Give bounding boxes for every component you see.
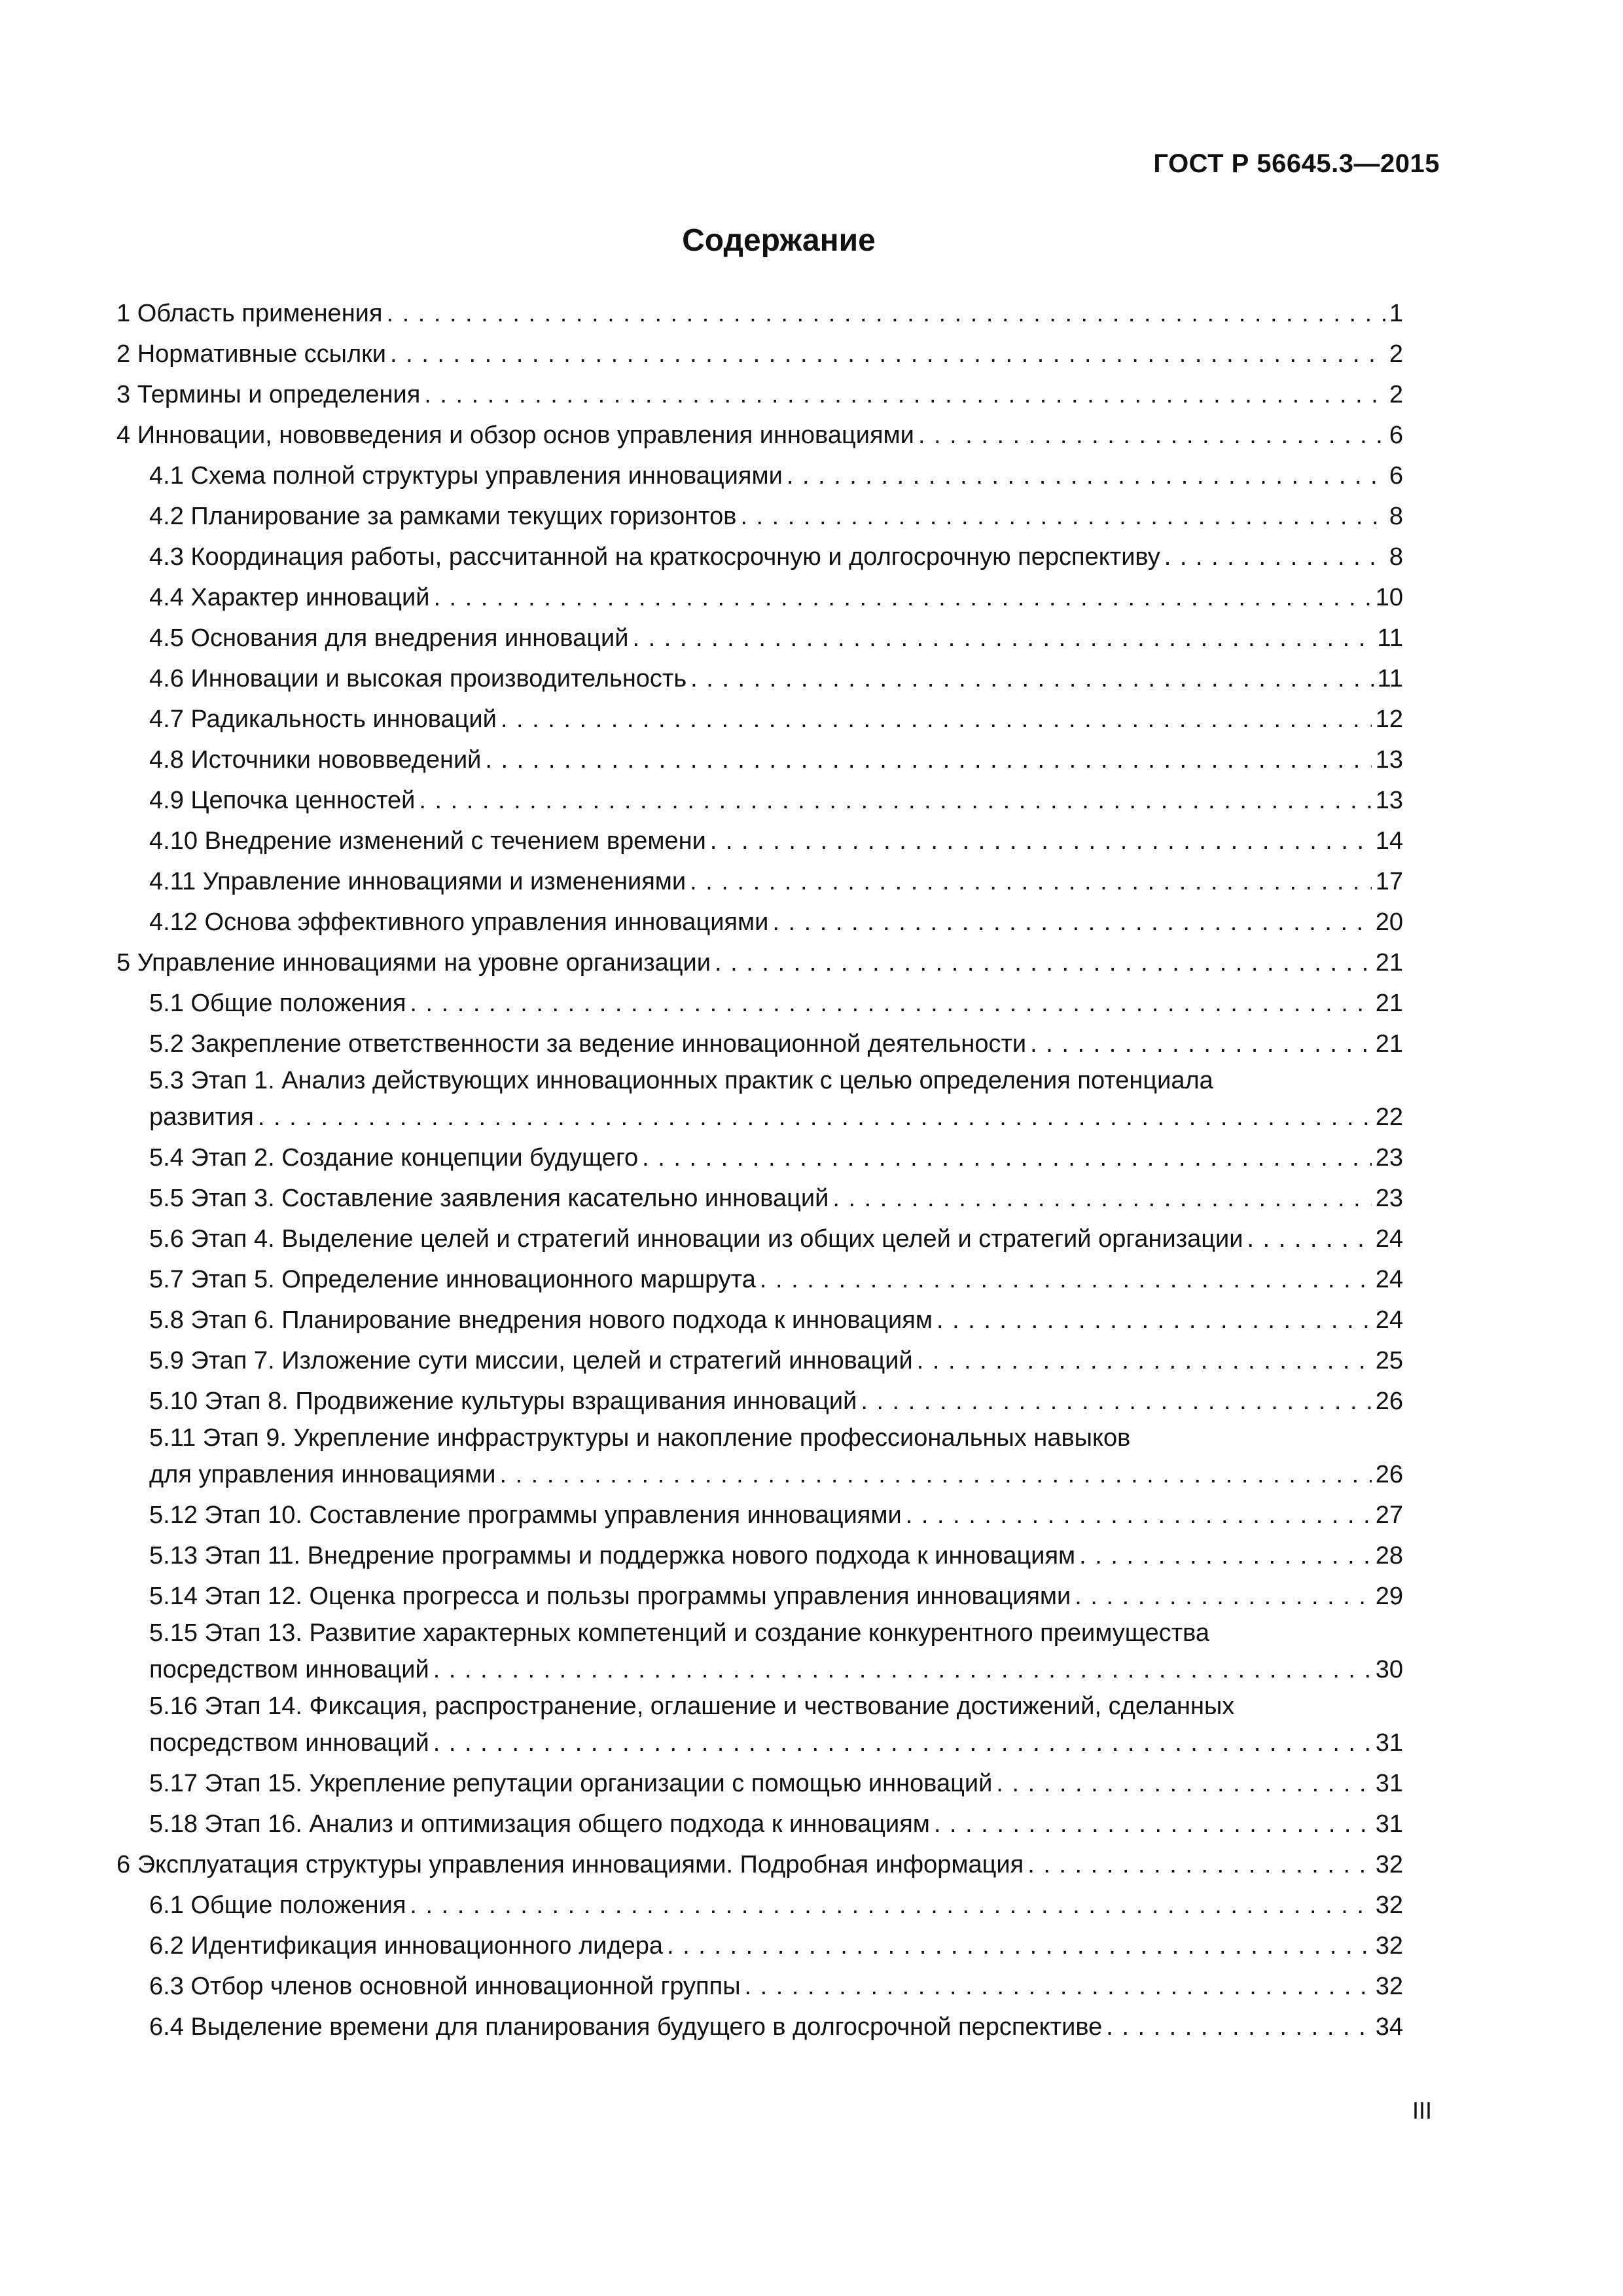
toc-entry-text: 5.12 Этап 10. Составление программы управления инновациями — [149, 1501, 902, 1529]
toc-entry-text: 4.5 Основания для внедрения инноваций — [149, 624, 629, 652]
dot-leader — [632, 618, 1373, 658]
toc-entry-row — [149, 1804, 1403, 1844]
toc-entry-text: 5 Управление инновациями на уровне организации — [116, 949, 711, 977]
toc-entry[interactable] — [116, 1495, 1403, 1535]
toc-entry[interactable] — [116, 1535, 1403, 1576]
toc-entry[interactable] — [116, 496, 1403, 537]
toc-page-number: 13 — [1375, 787, 1403, 814]
dot-leader — [1247, 1219, 1371, 1259]
toc-entry[interactable] — [116, 821, 1403, 861]
toc-page-number: 21 — [1375, 1030, 1403, 1058]
toc-entry[interactable] — [116, 1064, 1403, 1138]
toc-entry-text: 5.13 Этап 11. Внедрение программы и поддержка нового подхода к инновациям — [149, 1542, 1076, 1570]
toc-entry-row — [149, 740, 1403, 780]
dot-leader — [861, 1381, 1371, 1422]
toc-page-number: 32 — [1375, 1973, 1403, 2000]
toc-entry[interactable] — [116, 1300, 1403, 1340]
dot-leader — [1030, 1024, 1372, 1064]
toc-entry-row — [149, 1576, 1403, 1617]
toc-entry-text: 4.12 Основа эффективного управления инновациями — [149, 908, 769, 936]
toc-entry[interactable] — [116, 1885, 1403, 1926]
toc-entry-row — [149, 2007, 1403, 2047]
toc-entry[interactable] — [116, 1178, 1403, 1219]
toc-entry-text: 1 Область применения — [116, 300, 383, 327]
toc-entry-row — [149, 537, 1403, 577]
dot-leader — [1164, 537, 1385, 577]
dot-leader — [410, 1885, 1371, 1926]
toc-entry-row — [149, 1340, 1403, 1381]
toc-page-number: 21 — [1375, 949, 1403, 977]
dot-leader — [760, 1259, 1372, 1300]
toc-entry[interactable] — [116, 861, 1403, 902]
toc-entry-row — [149, 821, 1403, 861]
toc-entry-text: 5.6 Этап 4. Выделение целей и стратегий инновации из общих целей и стратегий организации — [149, 1225, 1243, 1253]
toc-entry[interactable] — [116, 699, 1403, 740]
dot-leader — [934, 1804, 1372, 1844]
toc-entry-row — [116, 374, 1403, 415]
toc-entry[interactable] — [116, 658, 1403, 699]
toc-entry[interactable] — [116, 1763, 1403, 1804]
toc-entry[interactable] — [116, 1926, 1403, 1966]
toc-entry-text: 4.7 Радикальность инноваций — [149, 706, 497, 733]
toc-page-number: 24 — [1375, 1225, 1403, 1253]
toc-page-number: 1 — [1389, 300, 1403, 327]
toc-entry-row — [116, 293, 1403, 334]
toc-page-number: 11 — [1377, 665, 1403, 692]
toc-entry-text-continued: развития — [149, 1103, 254, 1131]
toc-page-number: 20 — [1375, 908, 1403, 936]
dot-leader — [410, 983, 1371, 1024]
dot-leader — [390, 334, 1385, 374]
toc-entry-row — [149, 1926, 1403, 1966]
toc-entry-text: 5.16 Этап 14. Фиксация, распространение, оглашение и чествование достижений, сделанных — [149, 1693, 1235, 1720]
toc-entry-text: 5.4 Этап 2. Создание концепции будущего — [149, 1144, 639, 1172]
toc-entry-row — [149, 1024, 1403, 1064]
toc-title: Содержание — [682, 223, 876, 258]
toc-page-number: 34 — [1375, 2013, 1403, 2041]
toc-entry[interactable] — [116, 537, 1403, 577]
toc-entry-text: 5.7 Этап 5. Определение инновационного маршрута — [149, 1266, 756, 1293]
toc-page-number: 22 — [1375, 1103, 1403, 1131]
toc-entry-text: 6 Эксплуатация структуры управления инновациями. Подробная информация — [116, 1851, 1024, 1878]
dot-leader — [745, 1966, 1372, 2007]
dot-leader — [1079, 1535, 1372, 1576]
toc-entry-row — [149, 1966, 1403, 2007]
toc-entry-text: 5.17 Этап 15. Укрепление репутации организации с помощью инноваций — [149, 1770, 993, 1797]
toc-entry-text: 2 Нормативные ссылки — [116, 340, 386, 368]
dot-leader — [832, 1178, 1371, 1219]
toc-entry[interactable] — [116, 456, 1403, 496]
toc-entry-text: 4.3 Координация работы, рассчитанной на краткосрочную и долгосрочную перспективу — [149, 543, 1160, 571]
toc-page-number: 26 — [1375, 1461, 1403, 1488]
dot-leader — [386, 293, 1385, 334]
toc-entry-text: 5.10 Этап 8. Продвижение культуры взращивания инноваций — [149, 1388, 857, 1415]
dot-leader — [917, 1340, 1372, 1381]
toc-entry-text: 4.9 Цепочка ценностей — [149, 787, 416, 814]
toc-entry-text: 4.6 Инновации и высокая производительность — [149, 665, 687, 692]
toc-entry-text: 6.3 Отбор членов основной инновационной группы — [149, 1973, 741, 2000]
toc-entry-text-continued: для управления инновациями — [149, 1461, 496, 1488]
toc-entry-text: 4.10 Внедрение изменений с течением времени — [149, 827, 706, 855]
toc-entry[interactable] — [116, 1690, 1403, 1763]
toc-entry-row — [149, 618, 1403, 658]
toc-entry[interactable] — [116, 1422, 1403, 1495]
toc-entry-text-continued: посредством инноваций — [149, 1656, 429, 1683]
toc-page-number: 6 — [1389, 422, 1403, 449]
toc-page-number: 6 — [1389, 462, 1403, 490]
toc-entry-row — [149, 1219, 1403, 1259]
toc-entry-text: 6.1 Общие положения — [149, 1892, 406, 1919]
toc-entry-row — [149, 658, 1403, 699]
toc-page-number: 14 — [1375, 827, 1403, 855]
toc-page-number: 32 — [1375, 1892, 1403, 1919]
toc-page-number: 8 — [1389, 543, 1403, 571]
toc-page-number: 21 — [1375, 990, 1403, 1017]
toc-entry-text: 4.11 Управление инновациями и изменениями — [149, 868, 687, 895]
toc-entry[interactable] — [116, 1966, 1403, 2007]
toc-page-number: 11 — [1377, 624, 1403, 652]
toc-entry-row — [149, 1763, 1403, 1804]
dot-leader — [1075, 1576, 1371, 1617]
toc-entry-text: 5.1 Общие положения — [149, 990, 406, 1017]
dot-leader — [787, 456, 1385, 496]
toc-page-number: 23 — [1375, 1185, 1403, 1212]
toc-page-number: 28 — [1375, 1542, 1403, 1570]
toc-entry[interactable] — [116, 1804, 1403, 1844]
toc-entry-row — [149, 861, 1403, 902]
dot-leader — [424, 374, 1385, 415]
toc-entry[interactable] — [116, 740, 1403, 780]
toc-entry-row — [116, 334, 1403, 374]
toc-entry[interactable] — [116, 1340, 1403, 1381]
dot-leader — [499, 1454, 1371, 1495]
toc-page-number: 31 — [1375, 1770, 1403, 1797]
toc-entry[interactable] — [116, 1219, 1403, 1259]
toc-entry-row — [149, 1138, 1403, 1178]
dot-leader — [996, 1763, 1371, 1804]
toc-entry-text-continued: посредством инноваций — [149, 1729, 429, 1757]
dot-leader — [433, 1723, 1372, 1763]
toc-entry-row — [149, 1495, 1403, 1535]
toc-page-number: 31 — [1375, 1810, 1403, 1838]
toc-entry-row — [149, 1178, 1403, 1219]
toc-page-number: 25 — [1375, 1347, 1403, 1374]
dot-leader — [906, 1495, 1372, 1535]
toc-entry[interactable] — [116, 1024, 1403, 1064]
toc-entry-row — [149, 1259, 1403, 1300]
toc-entry[interactable] — [116, 415, 1403, 456]
toc-page-number: 32 — [1375, 1932, 1403, 1960]
dot-leader — [501, 699, 1372, 740]
toc-entry-row — [149, 496, 1403, 537]
dot-leader — [936, 1300, 1372, 1340]
toc-entry-text: 4.2 Планирование за рамками текущих горизонтов — [149, 503, 737, 530]
toc-entry[interactable] — [116, 1138, 1403, 1178]
dot-leader — [433, 1649, 1372, 1690]
toc-page-number: 26 — [1375, 1388, 1403, 1415]
toc-page-number: 23 — [1375, 1144, 1403, 1172]
toc-entry[interactable] — [116, 334, 1403, 374]
toc-entry-text: 5.3 Этап 1. Анализ действующих инновационных практик с целью определения потенциала — [149, 1067, 1213, 1094]
toc-entry[interactable] — [116, 942, 1403, 983]
toc-page-number: 12 — [1375, 706, 1403, 733]
dot-leader — [485, 740, 1371, 780]
table-of-contents — [116, 293, 1403, 2047]
toc-entry[interactable] — [116, 618, 1403, 658]
toc-entry-row — [149, 1535, 1403, 1576]
toc-page-number: 2 — [1389, 381, 1403, 408]
toc-entry-text: 5.2 Закрепление ответственности за ведение инновационной деятельности — [149, 1030, 1027, 1058]
toc-entry-row — [149, 1300, 1403, 1340]
toc-page-number: 17 — [1375, 868, 1403, 895]
toc-entry-text: 4 Инновации, нововведения и обзор основ управления инновациями — [116, 422, 914, 449]
dot-leader — [710, 821, 1372, 861]
toc-entry-text: 5.8 Этап 6. Планирование внедрения нового подхода к инновациям — [149, 1306, 933, 1334]
toc-entry-text: 4.4 Характер инноваций — [149, 584, 430, 611]
dot-leader — [1106, 2007, 1372, 2047]
dot-leader — [419, 780, 1371, 821]
toc-page-number: 24 — [1375, 1266, 1403, 1293]
dot-leader — [642, 1138, 1372, 1178]
toc-entry-text: 6.2 Идентификация инновационного лидера — [149, 1932, 663, 1960]
toc-entry-text: 3 Термины и определения — [116, 381, 421, 408]
toc-entry-row — [149, 699, 1403, 740]
toc-entry[interactable] — [116, 983, 1403, 1024]
toc-entry-row — [149, 456, 1403, 496]
toc-entry-text: 5.14 Этап 12. Оценка прогресса и пользы программы управления инновациями — [149, 1583, 1071, 1610]
toc-entry[interactable] — [116, 1844, 1403, 1885]
toc-entry[interactable] — [116, 1259, 1403, 1300]
toc-entry[interactable] — [116, 577, 1403, 618]
toc-entry-row — [149, 780, 1403, 821]
dot-leader — [1027, 1844, 1372, 1885]
toc-page-number: 31 — [1375, 1729, 1403, 1757]
toc-page-number: 27 — [1375, 1501, 1403, 1529]
toc-page-number: 24 — [1375, 1306, 1403, 1334]
toc-entry-row — [149, 1097, 1403, 1138]
toc-entry-text: 5.11 Этап 9. Укрепление инфраструктуры и накопление профессиональных навыков — [149, 1424, 1131, 1452]
toc-entry[interactable] — [116, 902, 1403, 942]
dot-leader — [690, 658, 1373, 699]
toc-entry[interactable] — [116, 2007, 1403, 2047]
toc-page-number: 30 — [1375, 1656, 1403, 1683]
toc-entry-row — [149, 902, 1403, 942]
toc-entry-text: 4.8 Источники нововведений — [149, 746, 482, 774]
toc-page-number: 2 — [1389, 340, 1403, 368]
toc-entry-row — [116, 1844, 1403, 1885]
toc-entry[interactable] — [116, 1381, 1403, 1422]
dot-leader — [258, 1097, 1372, 1138]
dot-leader — [918, 415, 1385, 456]
toc-entry-row — [149, 1381, 1403, 1422]
toc-entry-row — [149, 1885, 1403, 1926]
toc-entry-text: 5.15 Этап 13. Развитие характерных компетенций и создание конкурентного преимущества — [149, 1619, 1210, 1647]
toc-entry-text: 5.18 Этап 16. Анализ и оптимизация общего подхода к инновациям — [149, 1810, 930, 1838]
toc-entry[interactable] — [116, 293, 1403, 334]
toc-page-number: 32 — [1375, 1851, 1403, 1878]
toc-entry-text: 5.9 Этап 7. Изложение сути миссии, целей и стратегий инноваций — [149, 1347, 913, 1374]
toc-page-number: 29 — [1375, 1583, 1403, 1610]
toc-page-number: 10 — [1375, 584, 1403, 611]
toc-page-number: 8 — [1389, 503, 1403, 530]
page-number: III — [1412, 2097, 1432, 2124]
dot-leader — [667, 1926, 1372, 1966]
toc-entry[interactable] — [116, 780, 1403, 821]
toc-page-number: 13 — [1375, 746, 1403, 774]
toc-entry-text: 4.1 Схема полной структуры управления инновациями — [149, 462, 783, 490]
dot-leader — [772, 902, 1371, 942]
dot-leader — [715, 942, 1372, 983]
toc-entry-row — [149, 1723, 1403, 1763]
toc-entry[interactable] — [116, 1617, 1403, 1690]
toc-entry-row — [149, 577, 1403, 618]
dot-leader — [740, 496, 1385, 537]
toc-entry-row — [149, 1649, 1403, 1690]
toc-entry-row — [116, 942, 1403, 983]
toc-entry[interactable] — [116, 1576, 1403, 1617]
toc-entry-row — [149, 983, 1403, 1024]
toc-entry-text: 6.4 Выделение времени для планирования будущего в долгосрочной перспективе — [149, 2013, 1103, 2041]
toc-entry-row — [116, 415, 1403, 456]
toc-entry-text: 5.5 Этап 3. Составление заявления касательно инноваций — [149, 1185, 829, 1212]
toc-entry-row — [149, 1454, 1403, 1495]
document-code: ГОСТ Р 56645.3—2015 — [1153, 149, 1440, 178]
dot-leader — [690, 861, 1372, 902]
toc-entry[interactable] — [116, 374, 1403, 415]
dot-leader — [433, 577, 1371, 618]
